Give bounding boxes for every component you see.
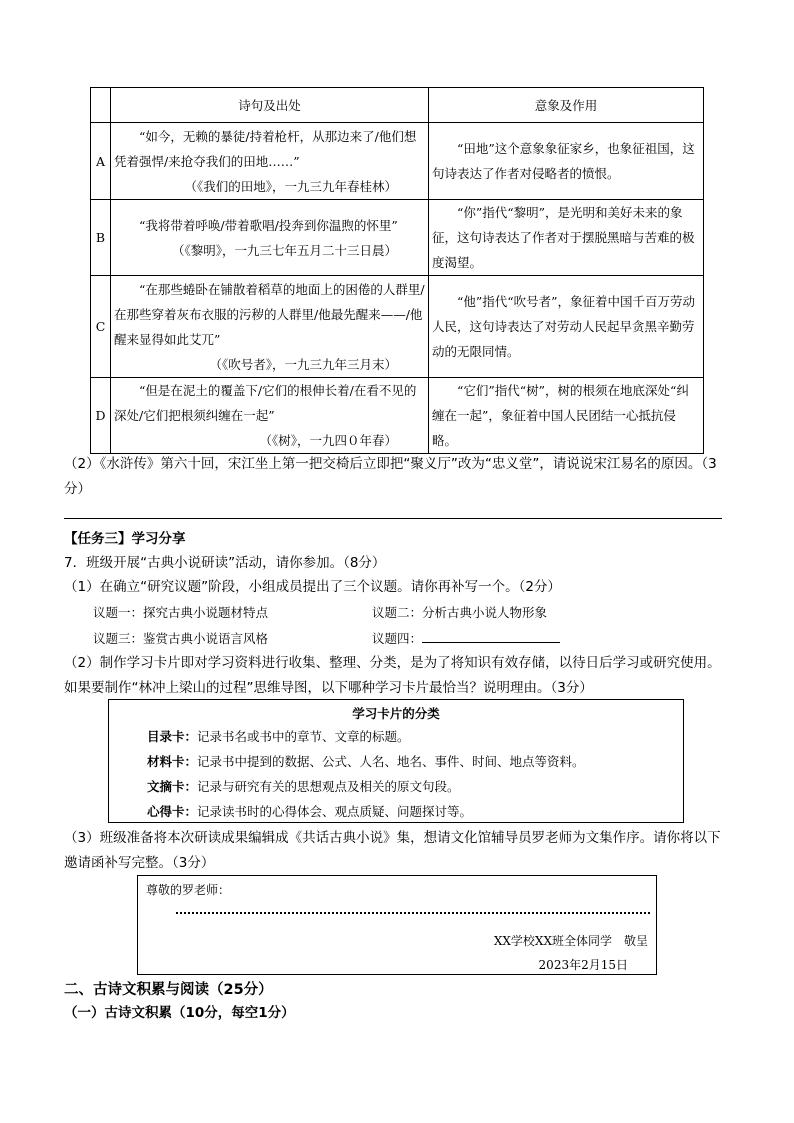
topic-3: 议题三：鉴赏古典小说语言风格	[93, 631, 269, 646]
card-desc: 记录书中提到的数据、公式、人名、地名、事件、时间、地点等资料。	[197, 754, 585, 769]
table-row	[91, 123, 704, 200]
usage-text: “它们”指代“树”，树的根须在地底深处“纠缠在一起”，象征着中国人民团结一心抵抗侵略。	[432, 383, 689, 448]
card-name: 心得卡：	[147, 804, 198, 819]
letter-greeting: 尊敬的罗老师：	[146, 883, 231, 897]
table-row	[91, 378, 704, 454]
poem-cell	[111, 378, 429, 454]
letter-answer-dotted-line[interactable]	[176, 900, 650, 914]
card-desc: 记录读书时的心得体会、观点质疑、问题探讨等。	[197, 804, 473, 819]
poem-cell	[111, 200, 429, 276]
usage-cell	[429, 276, 704, 378]
row-letter: C	[91, 276, 111, 378]
poem-imagery-table	[90, 87, 704, 454]
poem-text: “我将带着呼唤/带着歌唱/投奔到你温煦的怀里”	[139, 217, 398, 233]
topic-4	[372, 629, 560, 647]
topic-4-answer-blank[interactable]	[422, 629, 560, 643]
topic-2: 议题二：分析古典小说人物形象	[372, 605, 548, 620]
card-box-title: 学习卡片的分类	[352, 706, 440, 721]
letter-signature: XX学校XX班全体同学 敬呈	[493, 934, 648, 948]
poem-source: （《树》，一九四０年春）	[259, 433, 397, 448]
table-header-blank	[91, 88, 111, 123]
letter-date: 2023年2月15日	[538, 958, 628, 972]
usage-text: “他”指代“吹号者”，象征着中国千百万劳动人民，这句诗表达了对劳动人民起早贪黑辛勤劳动的无限同情。	[432, 294, 696, 359]
poem-text: “在那些蜷卧在铺散着稻草的地面上的困倦的人群里/在那些穿着灰布衣服的污秽的人群里/他最先醒来——/他醒来显得如此艾兀”	[114, 281, 425, 347]
usage-cell	[429, 123, 704, 200]
table-header-row	[91, 88, 704, 123]
row-letter: A	[91, 123, 111, 200]
poem-source: （《黎明》，一九三七年五月二十三日晨）	[171, 242, 397, 258]
usage-cell	[429, 378, 704, 454]
question-7-1: （1）在确立“研究议题”阶段，小组成员提出了三个议题。请你再补写一个。（2分）	[64, 579, 561, 595]
divider	[64, 518, 722, 519]
table-row	[91, 276, 704, 378]
poem-source: （《吹号者》，一九三九年三月末）	[209, 356, 397, 372]
card-desc: 记录与研究有关的思想观点及相关的原文句段。	[197, 779, 460, 794]
card-name: 材料卡：	[147, 754, 198, 769]
topic-1: 议题一：探究古典小说题材特点	[93, 605, 269, 620]
card-desc: 记录书名或书中的章节、文章的标题。	[197, 729, 410, 744]
table-header-usage: 意象及作用	[429, 88, 704, 123]
card-item-excerpt	[147, 778, 460, 796]
section-2-heading: 二、古诗文积累与阅读（25分）	[64, 982, 273, 998]
table-header-poem: 诗句及出处	[111, 88, 429, 123]
usage-cell	[429, 200, 704, 276]
section-2-1-heading: （一）古诗文积累（10分，每空1分）	[64, 1005, 295, 1021]
card-item-catalog	[147, 728, 410, 746]
poem-text: “但是在泥土的覆盖下/它们的根伸长着/在看不见的深处/它们把根须纠缠在一起”	[114, 383, 417, 423]
poem-text: “如今，无赖的暴徒/持着枪杆，从那边来了/他们想凭着强悍/来抢夺我们的田地……”	[114, 128, 417, 169]
card-item-material	[147, 753, 585, 771]
card-name: 文摘卡：	[147, 779, 198, 794]
card-item-insight	[147, 803, 472, 821]
poem-cell	[111, 123, 429, 200]
study-card-box	[108, 699, 684, 823]
question-2-shuihu: （2）《水浒传》第六十回，宋江坐上第一把交椅后立即把“聚义厅”改为“忠义堂”，请说说宋江易名的原因。（3分）	[64, 456, 717, 497]
table-row	[91, 200, 704, 276]
task3-heading: 【任务三】学习分享	[64, 531, 186, 547]
usage-text: “你”指代“黎明”，是光明和美好未来的象征，这句诗表达了作者对于摆脱黑暗与苦难的极度渴望。	[432, 205, 695, 270]
question-7-3: （3）班级准备将本次研读成果编辑成《共话古典小说》集，想请文化馆辅导员罗老师为文集作序。请你将以下邀请函补写完整。（3分）	[64, 830, 721, 871]
question-7-2: （2）制作学习卡片即对学习资料进行收集、整理、分类，是为了将知识有效存储，以待日后学习或研究使用。如果要制作“林冲上梁山的过程”思维导图，以下哪种学习卡片最恰当？说明理由。（3分）	[64, 655, 721, 696]
row-letter: B	[91, 200, 111, 276]
card-name: 目录卡：	[147, 729, 198, 744]
poem-source: （《我们的田地》，一九三九年春桂林）	[184, 178, 397, 194]
question-7: 7．班级开展“古典小说研读”活动，请你参加。（8分）	[64, 555, 386, 571]
invitation-letter-box	[137, 875, 657, 975]
topic-4-label: 议题四：	[372, 631, 423, 646]
poem-cell	[111, 276, 429, 378]
usage-text: “田地”这个意象象征家乡，也象征祖国，这句诗表达了作者对侵略者的愤恨。	[432, 141, 695, 181]
row-letter: D	[91, 378, 111, 454]
